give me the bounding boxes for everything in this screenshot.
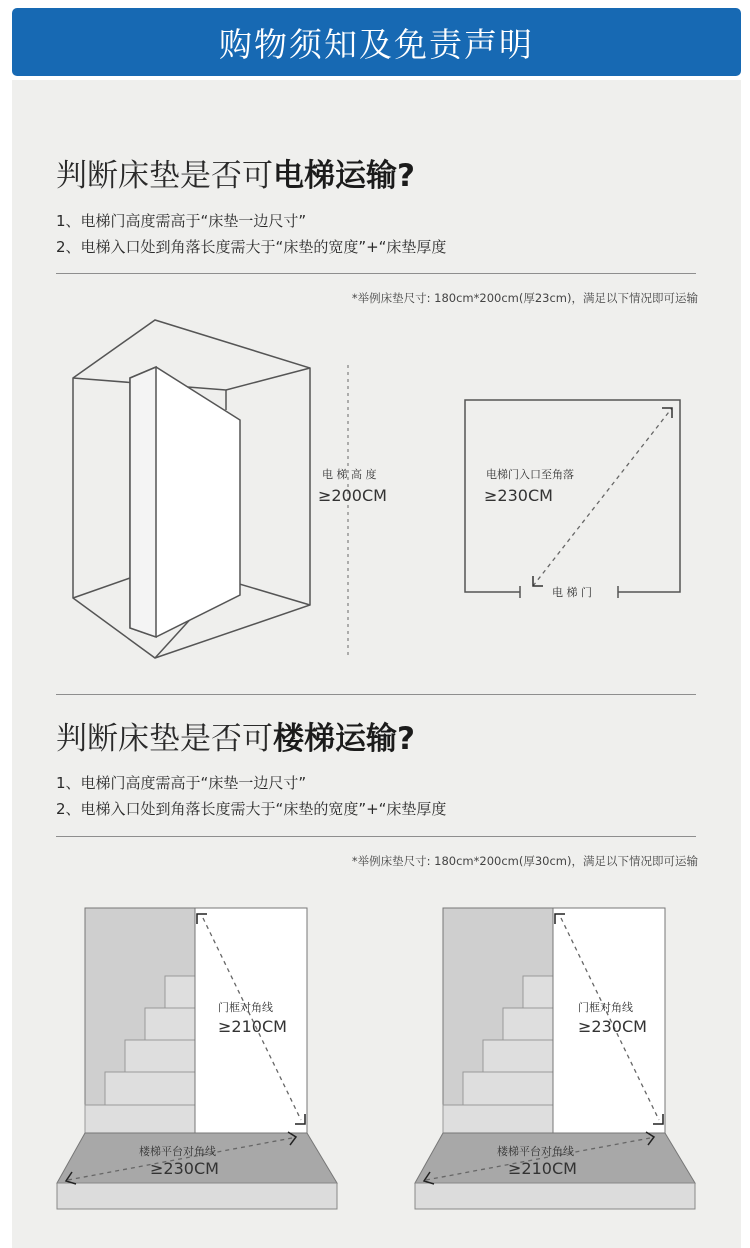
stairs-note: *举例床垫尺寸: 180cm*200cm(厚30cm)，满足以下情况即可运输 [351,854,698,868]
title-prefix: 判断床垫是否可 [56,158,273,194]
left-door-label: 门框对角线 [218,1001,273,1014]
stairs-rule-1: 1、电梯门高度需高于“床垫一边尺寸” [56,774,307,792]
corner-arrow-end-icon [662,408,672,418]
title-bold: 电梯运输 [273,158,397,194]
elevator-height-label: 电 梯 高 度 [322,468,377,481]
title-bold: 楼梯运输 [273,721,397,757]
left-door-value: ≥210CM [218,1017,287,1036]
right-door-label: 门框对角线 [578,1001,633,1014]
left-platform-label: 楼梯平台对角线 [139,1145,216,1158]
elevator-corner-label: 电梯门入口至角落 [486,468,574,481]
mattress-shape [130,367,240,637]
right-door-value: ≥230CM [578,1017,647,1036]
title-suffix: ? [397,721,415,757]
title-prefix: 判断床垫是否可 [56,721,273,757]
elevator-rule-2: 2、电梯入口处到角落长度需大于“床垫的宽度”+“床垫厚度 [56,238,447,256]
left-platform-value: ≥230CM [150,1159,219,1178]
corner-diagonal [533,408,672,586]
elevator-door-label: 电 梯 门 [552,586,592,599]
right-platform-value: ≥210CM [508,1159,577,1178]
elevator-height-value: ≥200CM [318,486,387,505]
title-suffix: ? [397,158,415,194]
elevator-note: *举例床垫尺寸: 180cm*200cm(厚23cm)，满足以下情况即可运输 [351,291,698,305]
page-title: 购物须知及免责声明 [219,24,534,64]
elevator-corner-value: ≥230CM [484,486,553,505]
elevator-rule-1: 1、电梯门高度需高于“床垫一边尺寸” [56,212,307,230]
stairs-rule-2: 2、电梯入口处到角落长度需大于“床垫的宽度”+“床垫厚度 [56,800,447,818]
right-platform-label: 楼梯平台对角线 [497,1145,574,1158]
